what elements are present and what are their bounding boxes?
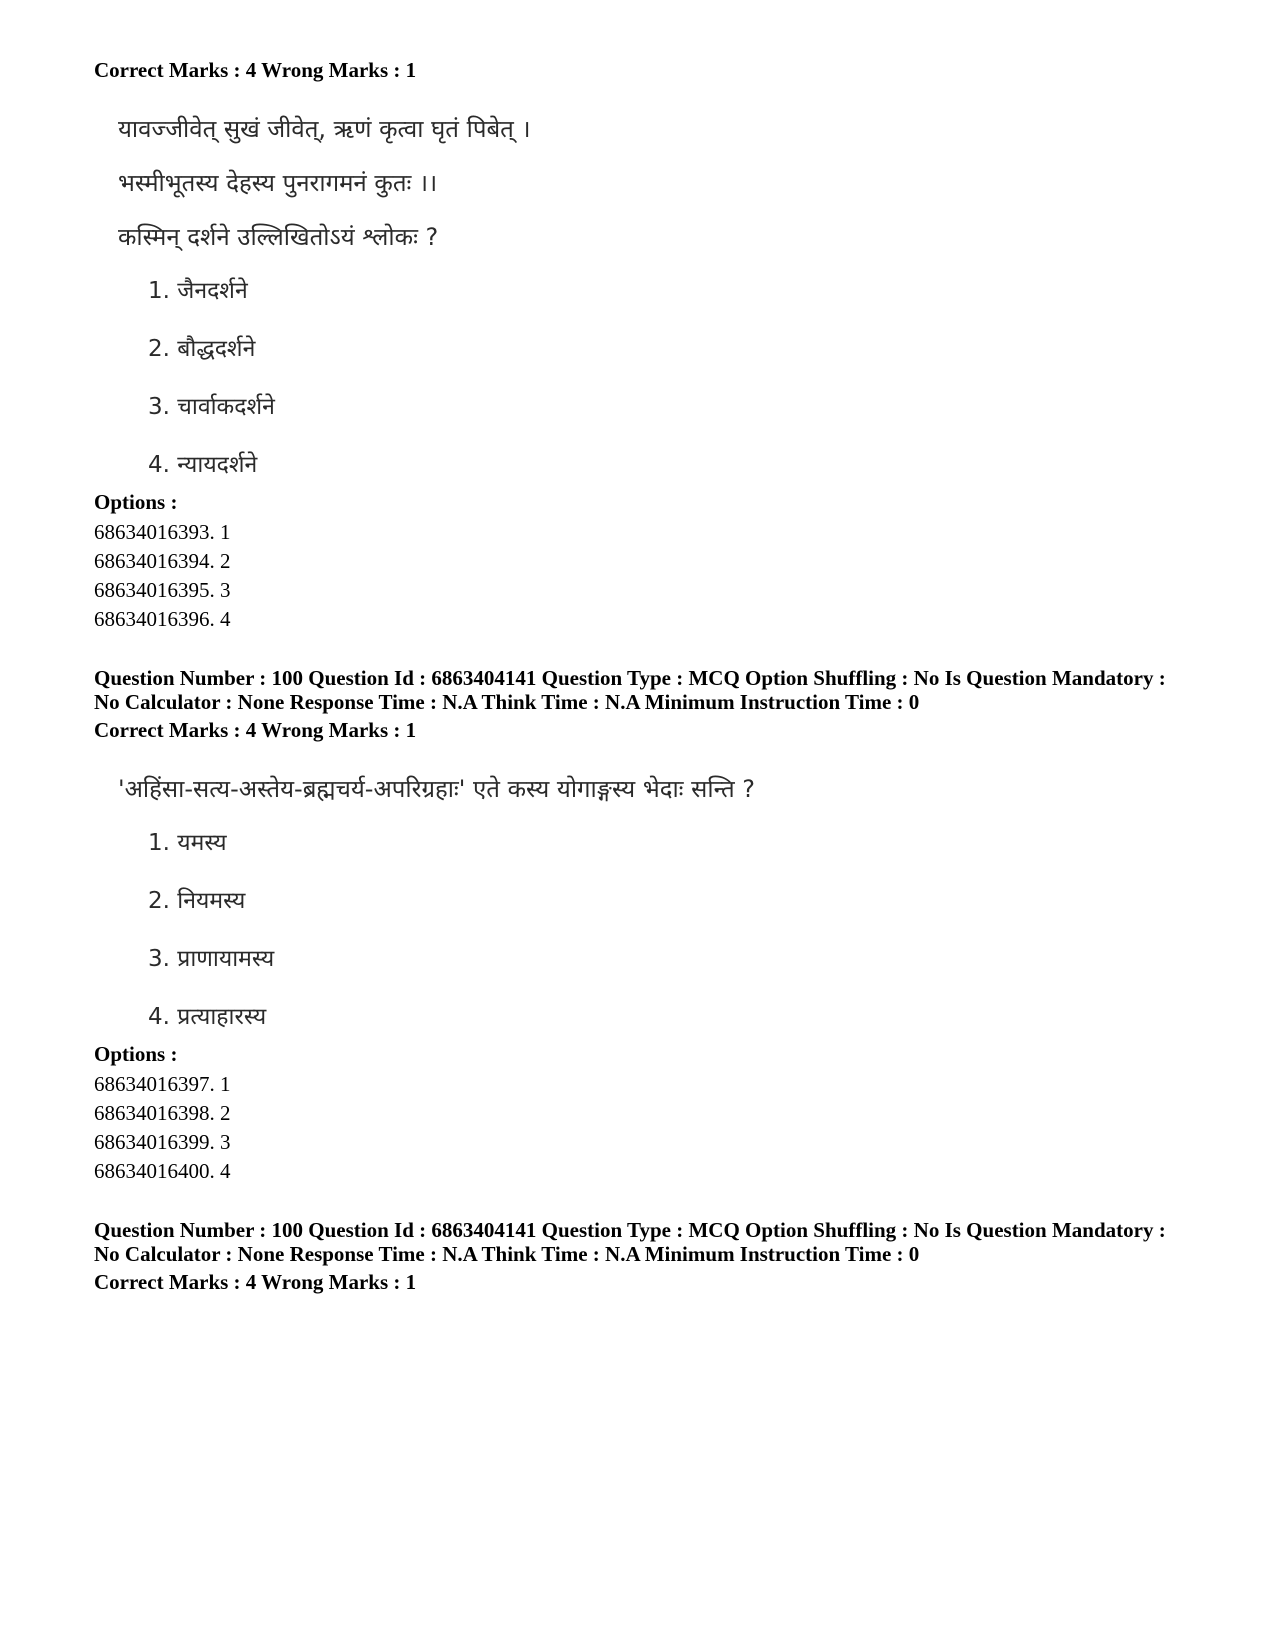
question-line: यावज्जीवेत् सुखं जीवेत्, ऋणं कृत्वा घृतं पिबेत् । <box>118 115 531 143</box>
question-block-1 <box>94 58 1214 634</box>
question-choice: 4. प्रत्याहारस्य <box>148 1004 267 1030</box>
question-choice: 1. जैनदर्शने <box>148 278 248 304</box>
options-list <box>94 518 1214 634</box>
question-choice: 3. प्राणायामस्य <box>148 946 275 972</box>
question-meta-line: No Calculator : None Response Time : N.A Think Time : N.A Minimum Instruction Time : 0 <box>94 1242 920 1266</box>
question-block-3 <box>94 1218 1214 1294</box>
marks-line: Correct Marks : 4 Wrong Marks : 1 <box>94 1270 417 1294</box>
question-block-2 <box>94 666 1214 1186</box>
question-meta-line: No Calculator : None Response Time : N.A Think Time : N.A Minimum Instruction Time : 0 <box>94 690 920 714</box>
option-row: 68634016393. 1 <box>94 520 231 544</box>
question-line: भस्मीभूतस्य देहस्य पुनरागमनं कुतः ।। <box>118 169 438 197</box>
option-row: 68634016397. 1 <box>94 1072 231 1096</box>
options-label: Options : <box>94 1042 178 1066</box>
option-row: 68634016398. 2 <box>94 1101 231 1125</box>
options-list <box>94 1070 1214 1186</box>
option-row: 68634016395. 3 <box>94 578 231 602</box>
question-choice: 2. नियमस्य <box>148 888 246 914</box>
spacer <box>94 1186 1214 1218</box>
option-row: 68634016396. 4 <box>94 607 231 631</box>
document-page <box>94 58 1214 1294</box>
marks-line: Correct Marks : 4 Wrong Marks : 1 <box>94 58 417 82</box>
question-choice: 3. चार्वाकदर्शने <box>148 394 275 420</box>
spacer <box>94 634 1214 666</box>
question-body <box>118 114 1214 490</box>
question-meta-line: Question Number : 100 Question Id : 6863404141 Question Type : MCQ Option Shuffling : No Is Question Mandatory : <box>94 1218 1166 1242</box>
option-row: 68634016400. 4 <box>94 1159 231 1183</box>
question-choice: 1. यमस्य <box>148 830 227 856</box>
question-line: 'अहिंसा-सत्य-अस्तेय-ब्रह्मचर्य-अपरिग्रहाः' एते कस्य योगाङ्गस्य भेदाः सन्ति ? <box>118 775 756 803</box>
question-choice: 2. बौद्धदर्शने <box>148 336 256 362</box>
question-line: कस्मिन् दर्शने उल्लिखितोऽयं श्लोकः ? <box>118 223 439 251</box>
option-row: 68634016399. 3 <box>94 1130 231 1154</box>
question-choice: 4. न्यायदर्शने <box>148 452 258 478</box>
option-row: 68634016394. 2 <box>94 549 231 573</box>
question-body <box>118 774 1214 1042</box>
question-meta-line: Question Number : 100 Question Id : 6863404141 Question Type : MCQ Option Shuffling : No Is Question Mandatory : <box>94 666 1166 690</box>
options-label: Options : <box>94 490 178 514</box>
marks-line: Correct Marks : 4 Wrong Marks : 1 <box>94 718 417 742</box>
